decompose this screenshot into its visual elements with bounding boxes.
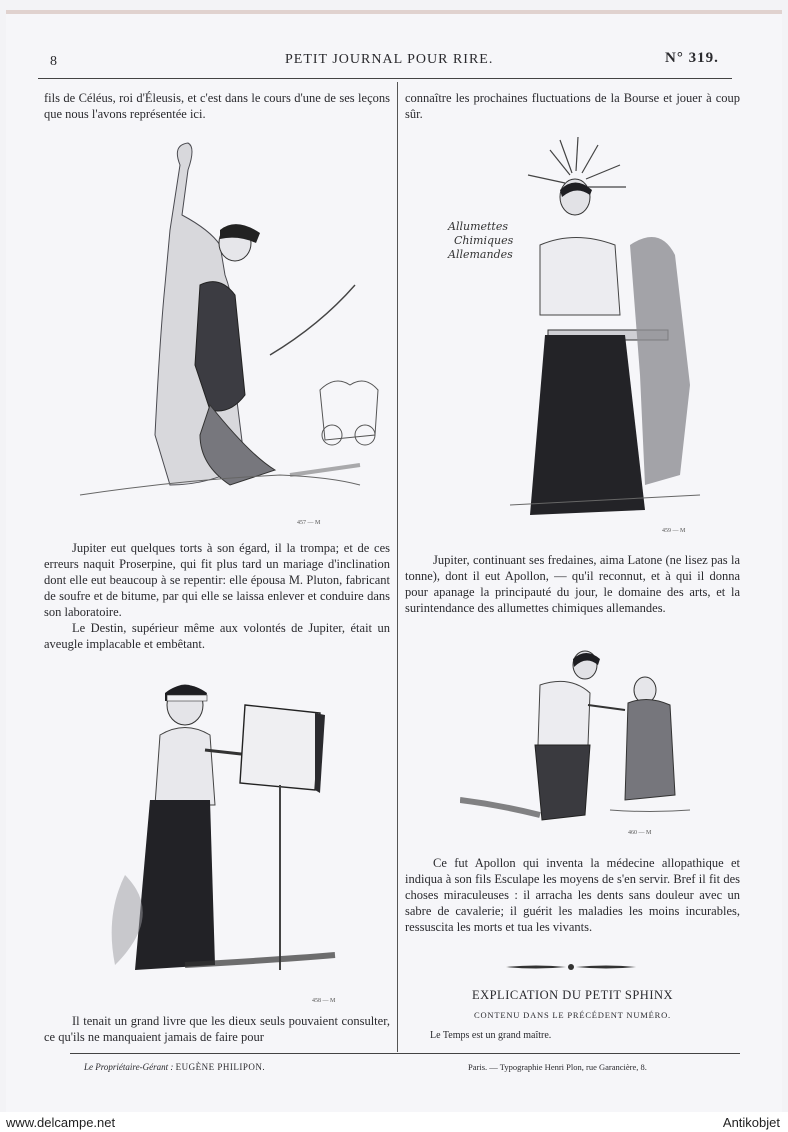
footer-publisher-name: EUGÈNE PHILIPON. [175, 1062, 266, 1072]
page-header [40, 40, 740, 70]
illustration-apollon-esculape [460, 645, 720, 840]
right-body-2 [405, 855, 740, 935]
watermark-right: Antikobjet [722, 1115, 780, 1130]
figure-458-caption: 458 — M [312, 998, 336, 1004]
left-intro-text: fils de Céléus, roi d'Éleusis, et c'est dans le cours d'une de ses leçons que nous l'avons représentée ici. [44, 91, 390, 121]
left-paragraph-1: Jupiter eut quelques torts à son égard, il la trompa; et de ces erreurs naquit Proserpine, qui fit plus tard un mariage d'inclination dont elle eut beaucoup à se repentir: elle épousa M. Pluton, fabricant de soufre et de bitume, par qui elle se laissa enlever et conduire dans son laboratoire. [44, 541, 390, 619]
left-body-2 [44, 1013, 390, 1045]
left-intro [44, 90, 390, 122]
sphinx-title: EXPLICATION DU PETIT SPHINX [471, 988, 674, 1002]
footer-publisher [84, 1062, 265, 1072]
handwritten-label [448, 220, 513, 262]
column-divider [397, 82, 398, 1052]
right-intro-text: connaître les prochaines fluctuations de la Bourse et jouer à coup sûr. [405, 91, 740, 121]
left-paragraph-2: Le Destin, supérieur même aux volontés de Jupiter, était un aveugle implacable et embêtant. [44, 621, 390, 651]
illustration-ceres [60, 135, 390, 530]
right-paragraph-1: Jupiter, continuant ses fredaines, aima Latone (ne lisez pas la tonne), dont il eut Apollon, — qu'il reconnut, et à qui il donna pour apanage la principauté du jour, le domaine des arts, et la surintendance des allumettes chimiques allemandes. [405, 553, 740, 615]
left-paragraph-3: Il tenait un grand livre que les dieux seuls pouvaient consulter, ce qu'ils ne manquaient jamais de faire pour [44, 1014, 390, 1044]
sphinx-answer: Le Temps est un grand maître. [430, 1030, 552, 1041]
watermark-left: www.delcampe.net [6, 1115, 116, 1130]
illustration-destin [105, 665, 365, 995]
ornament-divider [506, 962, 636, 972]
right-intro [405, 90, 740, 122]
illustration-jupiter-apollon [510, 135, 710, 530]
right-body-1 [405, 552, 740, 616]
handwritten-line-3: Allemandes [448, 248, 513, 261]
handwritten-line-2: Chimiques [454, 234, 514, 247]
figure-459-caption: 459 — M [662, 528, 686, 534]
page-number: 8 [50, 54, 58, 69]
sphinx-subtitle: CONTENU DANS LE PRÉCÉDENT NUMÉRO. [474, 1010, 671, 1020]
figure-460-caption: 460 — M [628, 830, 652, 836]
footer-printer: Paris. — Typographie Henri Plon, rue Garancière, 8. [468, 1062, 647, 1072]
figure-457-caption: 457 — M [297, 520, 321, 526]
footer-rule [70, 1053, 740, 1054]
journal-title: PETIT JOURNAL POUR RIRE. [285, 52, 494, 67]
issue-number: N° 319. [665, 50, 719, 66]
handwritten-line-1: Allumettes [448, 220, 509, 233]
watermark-strip [0, 1112, 788, 1132]
footer-publisher-prefix: Le Propriétaire-Gérant : [84, 1062, 174, 1072]
left-body-1 [44, 540, 390, 652]
right-paragraph-2: Ce fut Apollon qui inventa la médecine allopathique et indiqua à son fils Esculape les moyens de s'en servir. Bref il fit des choses miraculeuses : il arracha les dents sans douleur avec un sabre de cavalerie; il guérit les maladies les moins incurables, ressuscita les morts et tua les vivants. [405, 856, 740, 934]
header-rule [38, 78, 732, 79]
